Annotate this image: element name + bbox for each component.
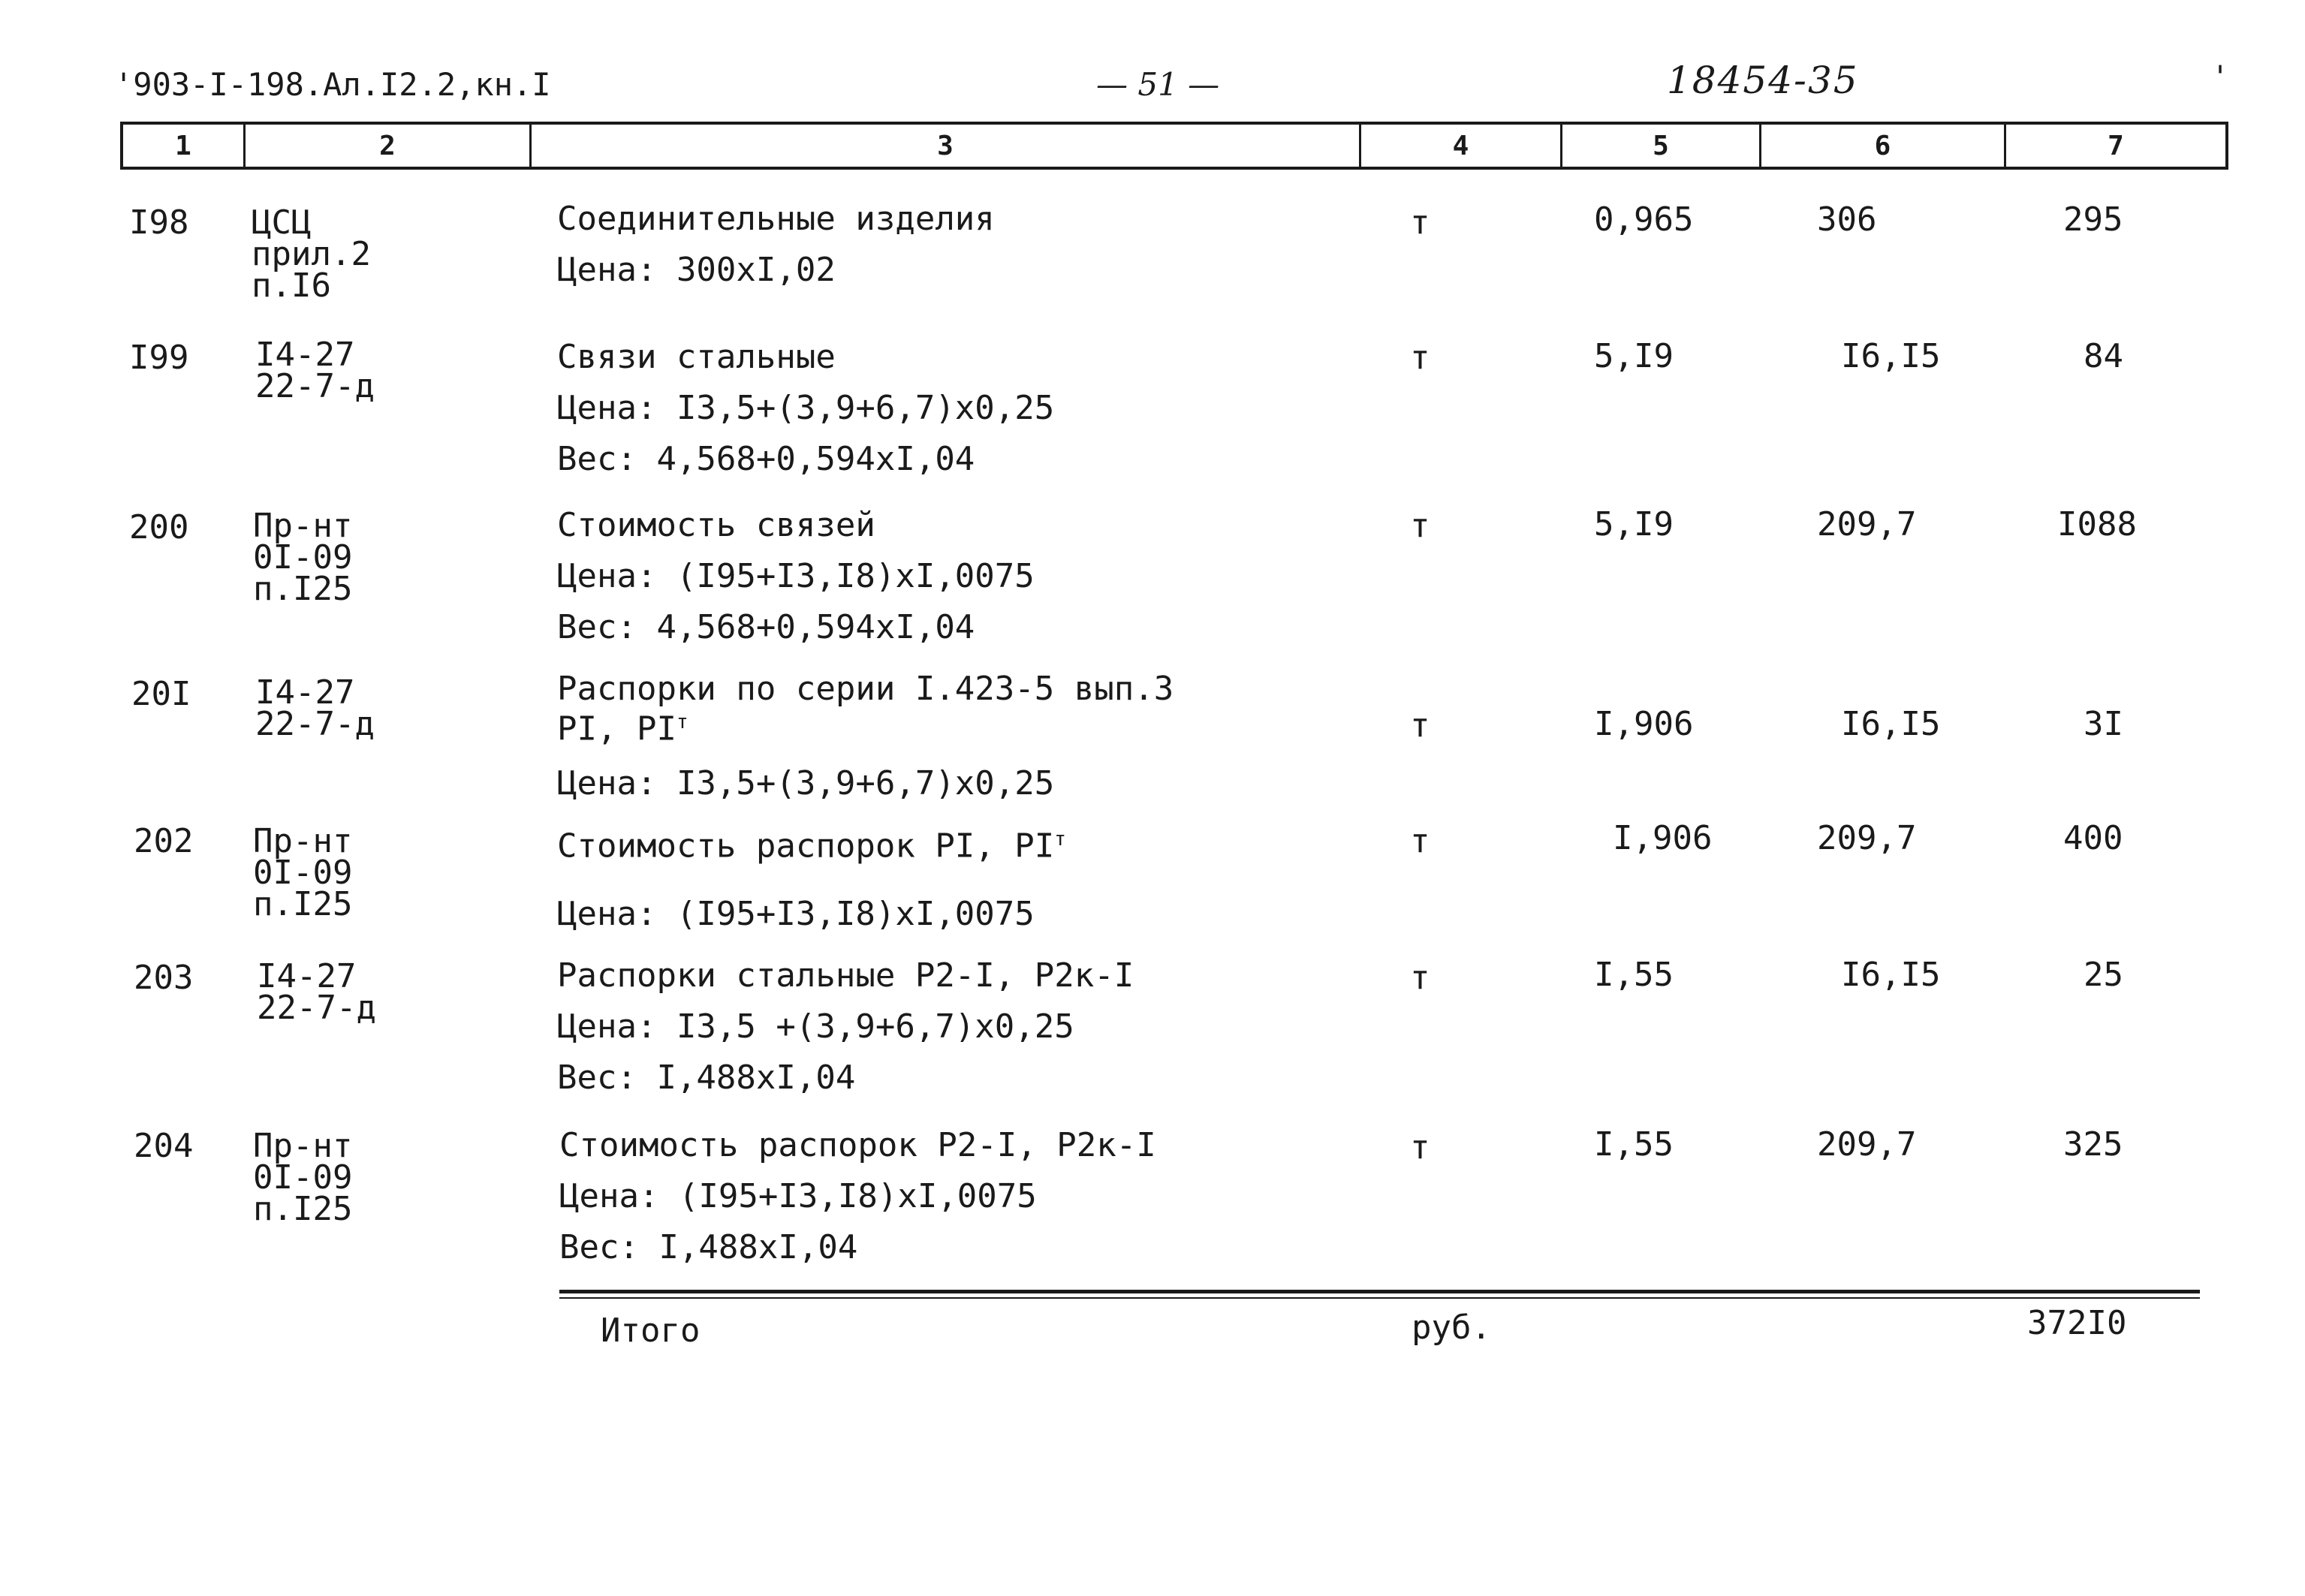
quantity: I,906 [1594, 705, 1694, 743]
column-header-3: 3 [532, 125, 1361, 167]
row-total: I088 [2057, 505, 2137, 544]
quantity: I,55 [1594, 1125, 1674, 1164]
unit-price: 209,7 [1817, 1125, 1917, 1164]
unit: т [1410, 959, 1430, 997]
unit: т [1410, 706, 1430, 745]
source-ref: I4-27 22-7-д [257, 957, 376, 1027]
row-total: 325 [2063, 1125, 2123, 1164]
column-header-bar [120, 122, 2228, 170]
document-code: '903-I-198.Ал.I2.2,кн.I [114, 66, 551, 103]
source-ref: ЦСЦ прил.2 п.I6 [252, 203, 371, 305]
total-separator-thin [559, 1297, 2200, 1299]
quantity: 5,I9 [1594, 337, 1674, 375]
row-total: 25 [2084, 956, 2123, 994]
source-ref: Пр-нт 0I-09 п.I25 [253, 822, 353, 923]
unit: т [1410, 822, 1430, 860]
quantity: I,906 [1613, 819, 1713, 857]
margin-mark: ' [2211, 60, 2230, 95]
unit-price: I6,I5 [1841, 337, 1941, 375]
total-label: Итого [601, 1311, 701, 1350]
source-ref: Пр-нт 0I-09 п.I25 [253, 507, 353, 608]
page-number: — 51 — [1096, 66, 1220, 103]
row-total: 84 [2084, 337, 2123, 375]
item-description: Стоимость связей Цена: (I95+I3,I8)хI,0075 Вес: 4,568+0,594хI,04 [557, 506, 1035, 646]
row-total: 295 [2063, 200, 2123, 239]
unit-price: 306 [1817, 200, 1877, 239]
quantity: 5,I9 [1594, 505, 1674, 544]
column-header-1: 1 [123, 125, 246, 167]
unit-price: 209,7 [1817, 505, 1917, 544]
source-ref: Пр-нт 0I-09 п.I25 [253, 1127, 353, 1228]
unit-price: I6,I5 [1841, 956, 1941, 994]
column-header-4: 4 [1361, 125, 1562, 167]
column-header-6: 6 [1761, 125, 2006, 167]
unit-price: 209,7 [1817, 819, 1917, 857]
quantity: 0,965 [1594, 200, 1694, 239]
item-description: Стоимость распорок PI, $PI^т$ Цена: (I95+I3,I8)хI,0075 [557, 827, 1066, 933]
row-number: 200 [129, 508, 189, 547]
total-unit: руб. [1412, 1308, 1491, 1347]
unit-price: I6,I5 [1841, 705, 1941, 743]
unit: т [1410, 507, 1430, 545]
quantity: I,55 [1594, 956, 1674, 994]
row-total: 400 [2063, 819, 2123, 857]
source-ref: I4-27 22-7-д [255, 673, 375, 743]
document-number: 18454-35 [1667, 59, 1859, 102]
row-number: 20I [131, 675, 191, 713]
row-number: I98 [129, 203, 189, 242]
total-separator [559, 1290, 2200, 1293]
source-ref: I4-27 22-7-д [255, 336, 375, 405]
unit: т [1410, 203, 1430, 242]
item-description: Распорки по серии I.423-5 вып.3 PI, $PI^т$ Цена: I3,5+(3,9+6,7)х0,25 [557, 670, 1174, 803]
item-description: Связи стальные Цена: I3,5+(3,9+6,7)х0,25 Вес: 4,568+0,594хI,04 [557, 338, 1055, 478]
unit: т [1410, 1128, 1430, 1167]
item-description: Соединительные изделия Цена: 300хI,02 [557, 200, 995, 289]
column-header-7: 7 [2108, 130, 2124, 161]
unit: т [1410, 339, 1430, 377]
row-number: 202 [134, 822, 194, 860]
column-header-2: 2 [246, 125, 532, 167]
item-description: Стоимость распорок Р2-I, Р2к-I Цена: (I95+I3,I8)хI,0075 Вес: I,488хI,04 [559, 1126, 1156, 1266]
column-header-5: 5 [1562, 125, 1761, 167]
item-description: Распорки стальные Р2-I, Р2к-I Цена: I3,5 +(3,9+6,7)х0,25 Вес: I,488хI,04 [557, 956, 1134, 1097]
row-number: 203 [134, 959, 194, 997]
row-number: 204 [134, 1127, 194, 1165]
row-total: 3I [2084, 705, 2123, 743]
grand-total: 372I0 [2027, 1304, 2127, 1342]
row-number: I99 [129, 339, 189, 377]
